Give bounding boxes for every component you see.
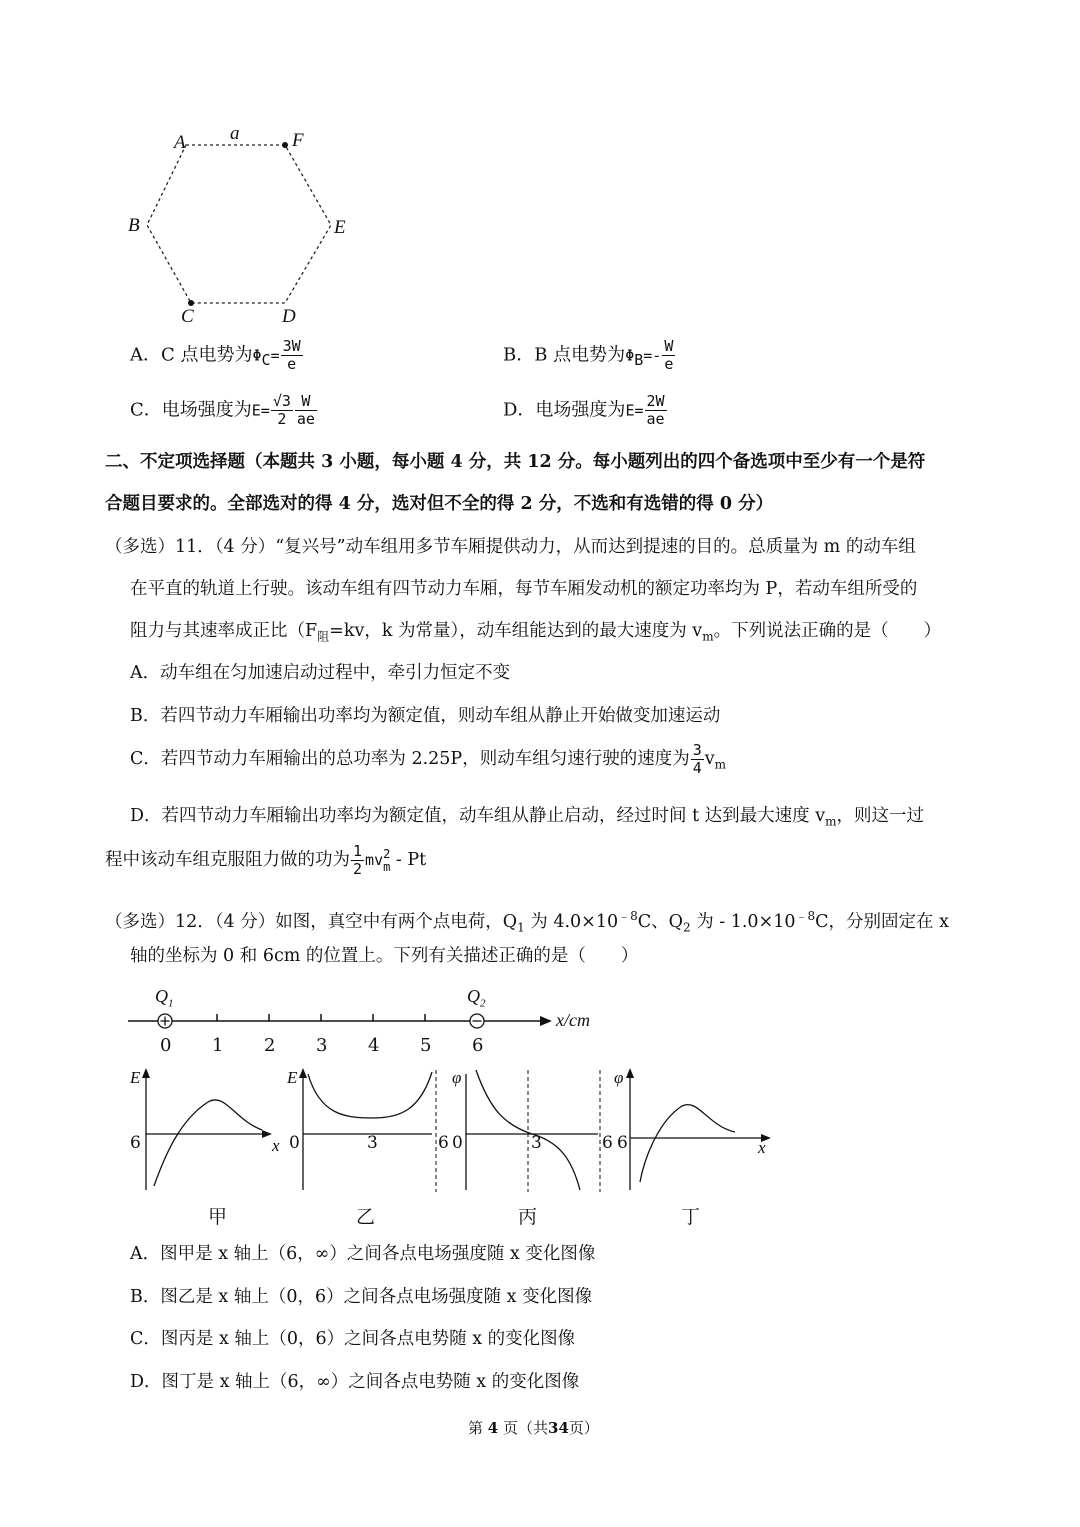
hex-label-a: a [230,123,240,144]
axis-q1-label: $Q_1$ [155,986,174,1010]
q10-option-a[interactable]: A．C 点电势为$\Phi_C=$ $\frac{3W}{e}$ [130,337,301,373]
q10-option-d[interactable]: D．电场强度为E= $\frac{2W}{ae}$ [503,392,665,428]
graph-ding-origin: 6 [617,1133,628,1153]
q11-stem-line3: 阻力与其速率成正比（$F_阻=kv$，k 为常量），动车组能达到的最大速度为 $v_m$。下列说法正确的是（ ） [130,621,942,644]
axis-unit-label: x/cm [556,1010,590,1030]
graph-ding-xlabel: x [758,1138,766,1157]
q12-option-a[interactable]: A．图甲是 x 轴上（6，∞）之间各点电场强度随 x 变化图像 [130,1244,596,1264]
graph-yi-end: 6 [438,1133,449,1153]
fraction: $\frac{W}{e}$ [664,337,674,373]
section-2-heading-line1: 二、不定项选择题（本题共 3 小题，每小题 4 分，共 12 分。每小题列出的四个备选项中至少有一个是符 [105,452,926,472]
graph-bing-end: 6 [602,1133,613,1153]
graph-ding-ylabel: φ [614,1068,624,1087]
fraction: $\frac{3}{4}$ [692,741,702,777]
fraction: $\frac{√3}{2}$ [272,392,291,428]
q11-stem-line1: （多选）11．（4 分）“复兴号”动车组用多节车厢提供动力，从而达到提速的目的。总质量为 m 的动车组 [105,537,916,557]
q11-option-d-line1[interactable]: D．若四节动力车厢输出功率均为额定值，动车组从静止启动，经过时间 t 达到最大速度 $v_m$，则这一过 [130,806,925,829]
graph-jia-ylabel: E [130,1068,141,1087]
graph-ding [626,1068,771,1190]
q12-stem-line2: 轴的坐标为 0 和 6cm 的位置上。下列有关描述正确的是（ ） [130,946,639,966]
hex-label-D: D [282,306,296,327]
q12-option-b[interactable]: B．图乙是 x 轴上（0，6）之间各点电场强度随 x 变化图像 [130,1287,593,1307]
graph-yi-name: 乙 [356,1206,376,1228]
q10-option-b[interactable]: B．B 点电势为$\Phi_B=-$ $\frac{W}{e}$ [503,337,674,373]
graph-bing-name: 丙 [518,1206,538,1228]
axis-tick-1: 1 [212,1035,224,1056]
graph-bing-mid: 3 [531,1133,542,1153]
page-footer: 第 4 页（共34页） [468,1419,599,1437]
q10-option-c[interactable]: C．电场强度为E= $\frac{√3}{2}$ $\frac{W}{ae}$ [130,392,315,428]
fraction: $\frac{3W}{e}$ [282,337,301,373]
axis-tick-2: 2 [264,1035,276,1056]
axis-tick-5: 5 [420,1035,432,1056]
graph-yi [299,1068,436,1192]
graph-jia-origin: 6 [130,1133,141,1153]
axis-q2-label: $Q_2$ [467,986,486,1010]
hex-label-E: E [334,217,346,238]
q12-stem-line1: （多选）12．（4 分）如图，真空中有两个点电荷，$Q_1$ 为 $4.0\times 10^{﹣8}C$、$Q_2$ 为 - $1.0\times 10^{﹣8}C$，分别固定在 x [105,909,949,935]
graph-bing-ylabel: φ [452,1068,462,1087]
graph-yi-mid: 3 [367,1133,378,1153]
q11-stem-line2: 在平直的轨道上行驶。该动车组有四节动力车厢，每节车厢发动机的额定功率均为 P，若动车组所受的 [130,579,918,599]
hex-label-F: F [292,130,304,151]
graph-jia-xlabel: x [272,1136,280,1155]
section-2-heading-line2: 合题目要求的。全部选对的得 4 分，选对但不全的得 2 分，不选和有选错的得 0 分） [105,494,774,514]
q11-option-c[interactable]: C．若四节动力车厢输出的总功率为 2.25P，则动车组匀速行驶的速度为 $\frac{3}{4}$ $v_m$ [130,741,727,777]
axis-tick-3: 3 [316,1035,328,1056]
axis-tick-0: 0 [160,1035,172,1056]
axis-tick-6: 6 [472,1035,484,1056]
graph-ding-name: 丁 [681,1206,701,1228]
fraction: $\frac{2W}{ae}$ [646,392,665,428]
graph-jia [142,1068,272,1190]
q12-option-d[interactable]: D．图丁是 x 轴上（6，∞）之间各点电势随 x 的变化图像 [130,1372,580,1392]
hexagon-figure [120,120,360,335]
q11-option-b[interactable]: B．若四节动力车厢输出功率均为额定值，则动车组从静止开始做变加速运动 [130,706,721,726]
q11-option-a[interactable]: A．动车组在匀加速启动过程中，牵引力恒定不变 [130,663,511,683]
hex-label-C: C [181,306,194,327]
graph-yi-ylabel: E [287,1068,298,1087]
axis-tick-4: 4 [368,1035,380,1056]
graph-bing-origin: 0 [452,1133,463,1153]
hex-label-B: B [128,215,140,236]
graph-jia-name: 甲 [208,1206,228,1228]
fraction: $\frac{W}{ae}$ [296,392,315,428]
graph-yi-origin: 0 [289,1133,300,1153]
hex-label-A: A [174,132,186,153]
fraction: $\frac{1}{2}$ [353,842,363,878]
q12-option-c[interactable]: C．图丙是 x 轴上（0，6）之间各点电势随 x 的变化图像 [130,1329,576,1349]
q11-option-d-line2[interactable]: 程中该动车组克服阻力做的功为 $\frac{1}{2}$ mv 2 m - Pt [105,842,427,878]
